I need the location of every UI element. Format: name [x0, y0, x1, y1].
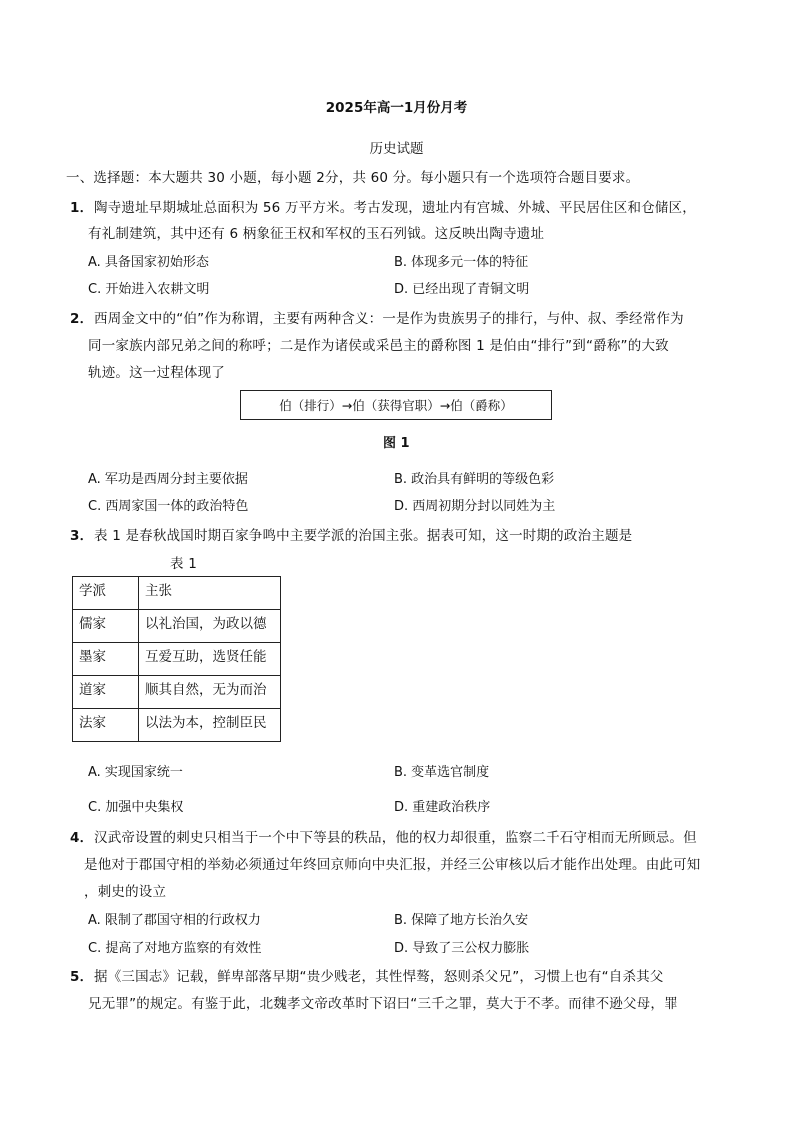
option-c[interactable]: C. 西周家国一体的政治特色 [88, 499, 249, 514]
table-caption: 表 1 [170, 556, 197, 572]
option-c[interactable]: C. 加强中央集权 [88, 800, 184, 815]
table-cell-school: 墨家 [73, 643, 139, 676]
option-d[interactable]: D. 重建政治秩序 [394, 800, 491, 815]
table-row [73, 676, 281, 709]
figure-1-flow-box: 伯（排行）→伯（获得官职）→伯（爵称） [240, 390, 552, 420]
option-a[interactable]: A. 实现国家统一 [88, 765, 183, 780]
exam-subtitle: 历史试题 [369, 141, 424, 157]
question-text-line: 是他对于郡国守相的举劾必须通过年终回京师向中央汇报，并经三公审核以后才能作出处理。由此可知 [84, 857, 701, 873]
option-d[interactable]: D. 已经出现了青铜文明 [394, 282, 530, 297]
question-number: 4． [70, 830, 94, 846]
table-cell-claim: 以礼治国，为政以德 [139, 610, 281, 643]
figure-caption: 图 1 [383, 436, 410, 451]
schools-table [72, 576, 281, 742]
option-d[interactable]: D. 西周初期分封以同姓为主 [394, 499, 556, 514]
question-text-line: 表 1 是春秋战国时期百家争鸣中主要学派的治国主张。据表可知，这一时期的政治主题是 [94, 528, 633, 544]
question-text-line: 西周金文中的“伯”作为称谓，主要有两种含义：一是作为贵族男子的排行，与仲、叔、季经常作为 [94, 311, 684, 327]
question-number: 1． [70, 200, 94, 216]
question-text-line: 同一家族内部兄弟之间的称呼；二是作为诸侯或采邑主的爵称图 1 是伯由“排行”到“爵称”的大致 [88, 338, 669, 354]
table-header-cell: 学派 [73, 577, 139, 610]
question-text-line: 汉武帝设置的刺史只相当于一个中下等县的秩品，他的权力却很重，监察二千石守相而无所顾忌。但 [94, 830, 697, 846]
option-a[interactable]: A. 限制了郡国守相的行政权力 [88, 913, 261, 928]
question-text-line: 轨迹。这一过程体现了 [88, 365, 225, 381]
option-c[interactable]: C. 开始进入农耕文明 [88, 282, 210, 297]
table-header-row [73, 577, 281, 610]
question-number: 2． [70, 311, 94, 327]
option-b[interactable]: B. 体现多元一体的特征 [394, 255, 529, 270]
question-number: 3． [70, 528, 94, 544]
option-a[interactable]: A. 军功是西周分封主要依据 [88, 472, 248, 487]
option-b[interactable]: B. 保障了地方长治久安 [394, 913, 529, 928]
option-b[interactable]: B. 政治具有鲜明的等级色彩 [394, 472, 555, 487]
table-header-cell: 主张 [139, 577, 281, 610]
option-a[interactable]: A. 具备国家初始形态 [88, 255, 209, 270]
question-number: 5． [70, 969, 94, 985]
exam-title: 2025年高一1月份月考 [325, 100, 468, 116]
question-text-line: 据《三国志》记载，鲜卑部落早期“贵少贱老，其性悍骜，怒则杀父兄”，习惯上也有“自杀其父 [94, 969, 664, 985]
option-b[interactable]: B. 变革选官制度 [394, 765, 490, 780]
table-row [73, 610, 281, 643]
table-row [73, 643, 281, 676]
table-cell-claim: 顺其自然，无为而治 [139, 676, 281, 709]
table-cell-claim: 以法为本，控制臣民 [139, 709, 281, 742]
table-cell-claim: 互爱互助，选贤任能 [139, 643, 281, 676]
question-text-line: 陶寺遗址早期城址总面积为 56 万平方米。考古发现，遗址内有宫城、外城、平民居住区和仓储区， [94, 200, 696, 216]
question-text-line: ，刺史的设立 [84, 884, 167, 900]
table-cell-school: 法家 [73, 709, 139, 742]
option-c[interactable]: C. 提高了对地方监察的有效性 [88, 941, 262, 956]
question-text-line: 有礼制建筑，其中还有 6 柄象征王权和军权的玉石列钺。这反映出陶寺遗址 [88, 226, 545, 242]
table-cell-school: 道家 [73, 676, 139, 709]
option-d[interactable]: D. 导致了三公权力膨胀 [394, 941, 530, 956]
table-cell-school: 儒家 [73, 610, 139, 643]
section-instructions: 一、选择题：本大题共 30 小题，每小题 2分，共 60 分。每小题只有一个选项符合题目要求。 [66, 170, 640, 186]
table-row [73, 709, 281, 742]
question-text-line: 兄无罪”的规定。有鉴于此，北魏孝文帝改革时下诏曰“三千之罪，莫大于不孝。而律不逊父母，罪 [88, 996, 678, 1012]
